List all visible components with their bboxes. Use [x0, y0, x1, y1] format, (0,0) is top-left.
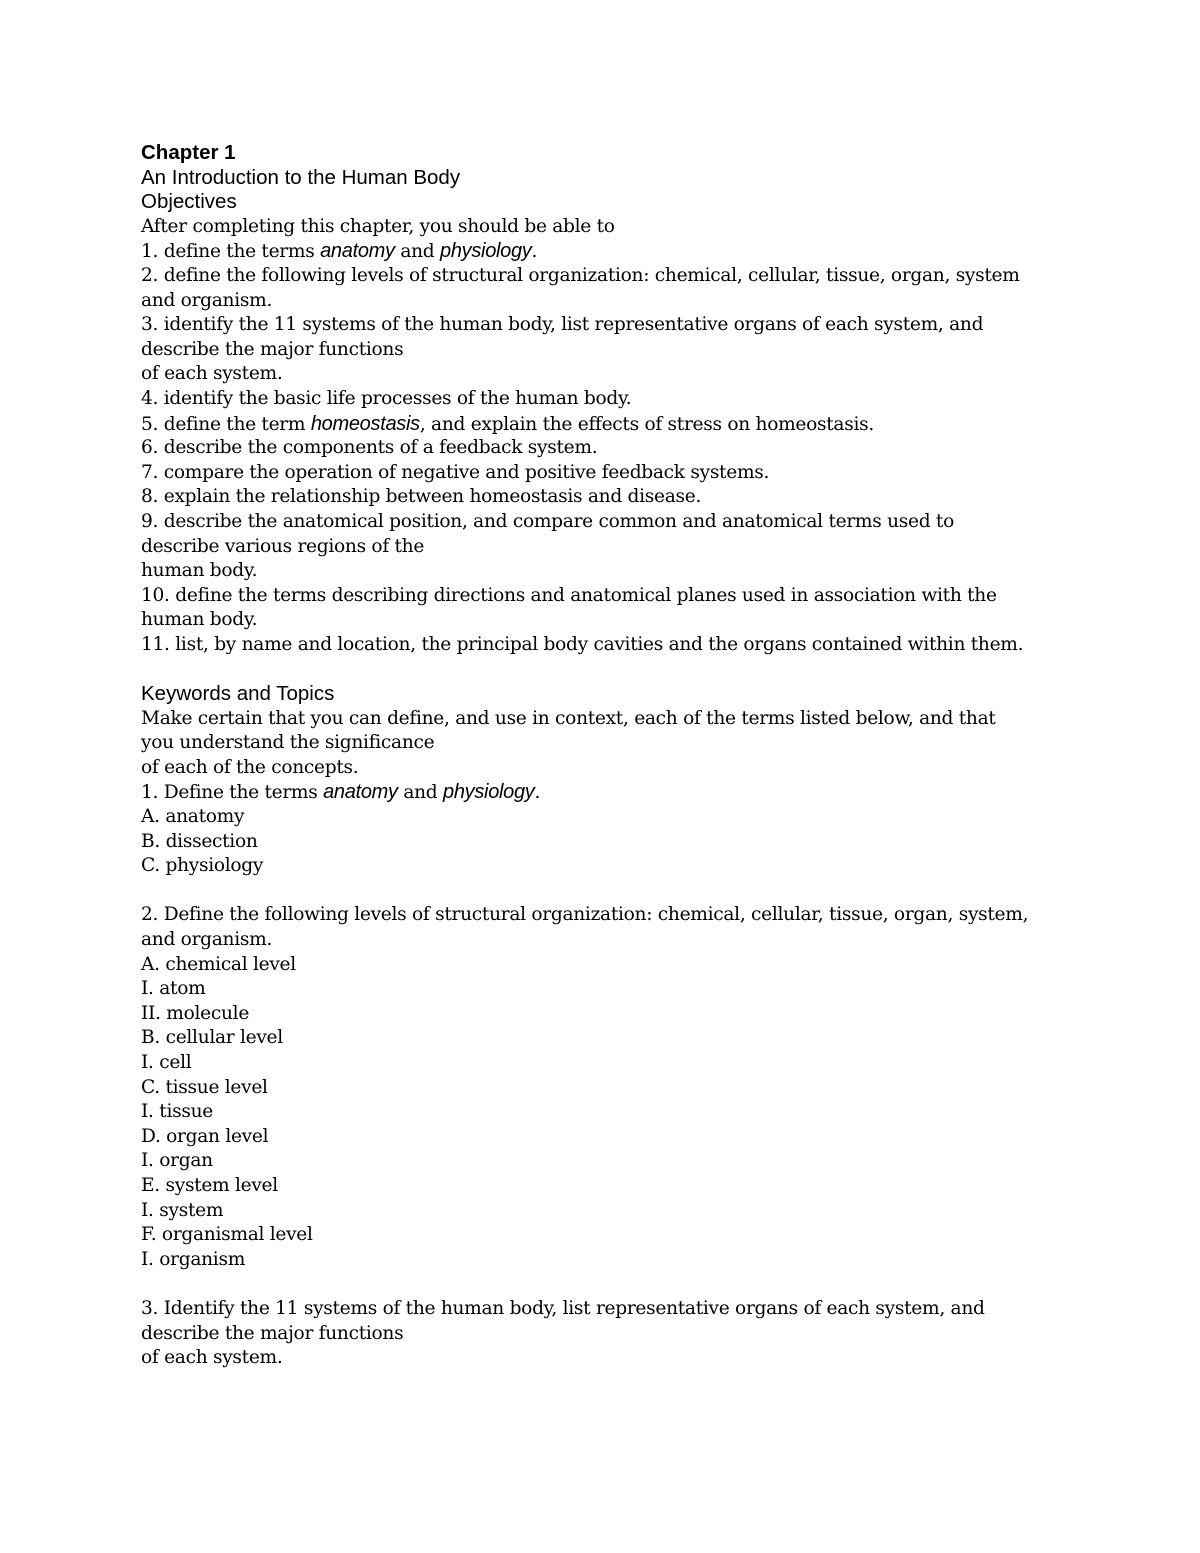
- objective-item-3-line-3: of each system.: [141, 363, 283, 385]
- objective-item-9-line-3: human body.: [141, 560, 258, 582]
- list-item: F. organismal level: [141, 1224, 313, 1246]
- spacer: [141, 879, 1141, 904]
- list-item: I. cell: [141, 1051, 192, 1073]
- term-homeostasis: homeostasis: [310, 412, 420, 435]
- objective-item-9-line-2: describe various regions of the: [141, 535, 425, 557]
- section-1-title: [141, 780, 1141, 805]
- section-text: 1. Define the terms: [141, 782, 324, 804]
- objective-text: 5. define the term: [141, 413, 311, 435]
- objective-text: 1. define the terms: [141, 241, 321, 263]
- section-text: and: [397, 782, 443, 804]
- objective-item-3-line-1: 3. identify the 11 systems of the human body, list representative organs of each system, and: [141, 314, 984, 336]
- section-2-title-line-1: 2. Define the following levels of structural organization: chemical, cellular, tissue, organ, system,: [141, 904, 1029, 926]
- list-item: A. chemical level: [141, 953, 296, 975]
- list-item: B. dissection: [141, 830, 258, 852]
- chapter-title: Chapter 1: [141, 141, 236, 164]
- list-item: A. anatomy: [141, 806, 245, 828]
- keywords-intro-line-3: of each of the concepts.: [141, 756, 359, 778]
- list-item: D. organ level: [141, 1125, 269, 1147]
- section-text: .: [534, 782, 541, 804]
- section-3-title-line-3: of each system.: [141, 1347, 283, 1369]
- objective-item-7: 7. compare the operation of negative and positive feedback systems.: [141, 461, 770, 483]
- spacer: [141, 1272, 1141, 1297]
- objective-item-10-line-2: human body.: [141, 609, 258, 631]
- keywords-intro-line-2: you understand the significance: [141, 732, 435, 754]
- objective-item-6: 6. describe the components of a feedback system.: [141, 437, 598, 459]
- objectives-intro: After completing this chapter, you should be able to: [141, 215, 615, 237]
- objective-item-3-line-2: describe the major functions: [141, 338, 404, 360]
- keywords-heading: Keywords and Topics: [141, 682, 335, 706]
- objectives-heading: Objectives: [141, 190, 237, 214]
- document-page: [141, 141, 1141, 1371]
- list-item: I. organ: [141, 1150, 213, 1172]
- spacer: [141, 657, 1141, 682]
- list-item: E. system level: [141, 1174, 278, 1196]
- objective-item-2-line-2: and organism.: [141, 289, 273, 311]
- section-3-title-line-1: 3. Identify the 11 systems of the human body, list representative organs of each system, and: [141, 1297, 985, 1319]
- section-3-title-line-2: describe the major functions: [141, 1322, 404, 1344]
- list-item: C. physiology: [141, 855, 264, 877]
- list-item: I. atom: [141, 978, 206, 1000]
- term-anatomy: anatomy: [323, 781, 398, 804]
- list-item: B. cellular level: [141, 1027, 283, 1049]
- list-item: I. tissue: [141, 1101, 213, 1123]
- objective-text: .: [531, 241, 538, 263]
- section-2-title-line-2: and organism.: [141, 929, 273, 950]
- chapter-subtitle: An Introduction to the Human Body: [141, 165, 461, 189]
- objective-item-11: 11. list, by name and location, the principal body cavities and the organs contained within them.: [141, 633, 1024, 655]
- term-physiology: physiology: [440, 240, 532, 263]
- list-item: I. organism: [141, 1248, 246, 1270]
- objective-item-9-line-1: 9. describe the anatomical position, and compare common and anatomical terms used to: [141, 510, 954, 532]
- objective-item-1: [141, 239, 1141, 264]
- list-item: II. molecule: [141, 1002, 250, 1024]
- objective-text: and: [394, 241, 440, 263]
- objective-item-10-line-1: 10. define the terms describing directions and anatomical planes used in association with the: [141, 584, 997, 606]
- objective-item-2-line-1: 2. define the following levels of structural organization: chemical, cellular, tissue, organ, system: [141, 264, 1020, 286]
- list-item: I. system: [141, 1199, 224, 1221]
- objective-item-4: 4. identify the basic life processes of the human body.: [141, 387, 632, 409]
- objective-item-5: [141, 412, 1141, 437]
- term-physiology: physiology: [443, 781, 535, 804]
- term-anatomy: anatomy: [320, 240, 395, 263]
- list-item: C. tissue level: [141, 1076, 268, 1098]
- objective-text: , and explain the effects of stress on homeostasis.: [419, 413, 874, 435]
- keywords-intro-line-1: Make certain that you can define, and use in context, each of the terms listed below, and that: [141, 707, 996, 729]
- objective-item-8: 8. explain the relationship between homeostasis and disease.: [141, 486, 702, 508]
